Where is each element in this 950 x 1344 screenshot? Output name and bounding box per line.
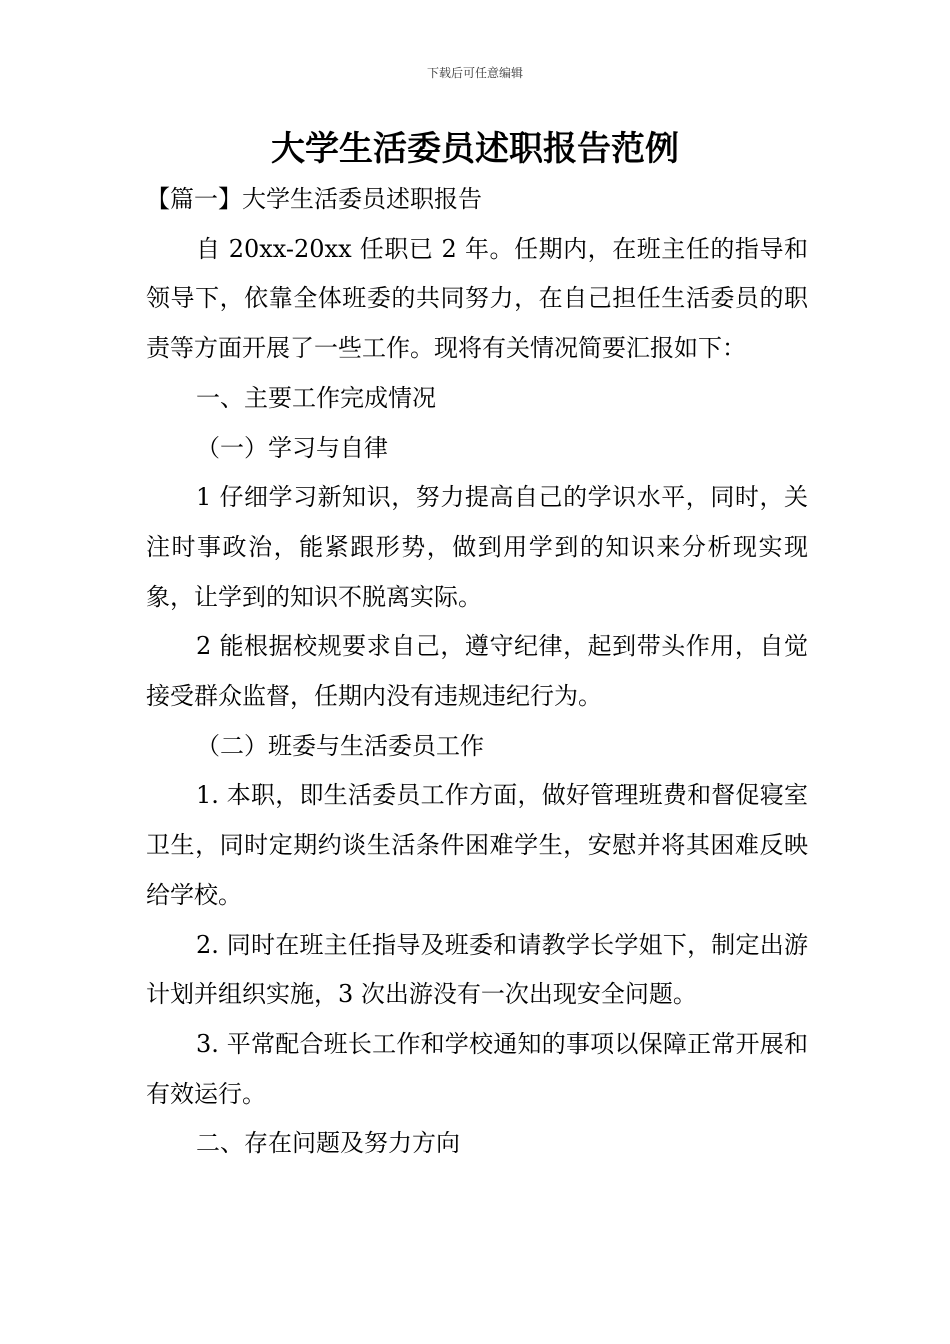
heading-main-work: 一、主要工作完成情况 — [196, 383, 436, 412]
paragraph-committee-1: 1. 本职，即生活委员工作方面，做好管理班费和督促寝室卫生，同时定期约谈生活条件困难学生，安慰并将其困难反映给学校。 — [146, 781, 808, 909]
subheading-committee: （二）班委与生活委员工作 — [196, 731, 484, 760]
header-note: 下载后可任意编辑 — [426, 66, 523, 80]
document-body — [146, 175, 808, 1169]
paragraph-intro: 自 20xx-20xx 任职已 2 年。任期内，在班主任的指导和领导下，依靠全体班委的共同努力，在自己担任生活委员的职责等方面开展了一些工作。现将有关情况简要汇报如下： — [146, 234, 808, 363]
heading-problems: 二、存在问题及努力方向 — [196, 1129, 460, 1158]
paragraph-study-1: 1 仔细学习新知识，努力提高自己的学识水平，同时，关注时事政治，能紧跟形势，做到用学到的知识来分析现实现象，让学到的知识不脱离实际。 — [146, 483, 808, 611]
document-title: 大学生活委员述职报告范例 — [271, 129, 679, 169]
paragraph-committee-2: 2. 同时在班主任指导及班委和请教学长学姐下，制定出游计划并组织实施，3 次出游没有一次出现安全问题。 — [146, 930, 808, 1009]
paragraph-study-2: 2 能根据校规要求自己，遵守纪律，起到带头作用，自觉接受群众监督，任期内没有违规违纪行为。 — [146, 632, 808, 711]
subheading-study: （一）学习与自律 — [196, 433, 388, 462]
section-label: 【篇一】大学生活委员述职报告 — [146, 185, 482, 213]
paragraph-committee-3: 3. 平常配合班长工作和学校通知的事项以保障正常开展和有效运行。 — [146, 1029, 808, 1108]
